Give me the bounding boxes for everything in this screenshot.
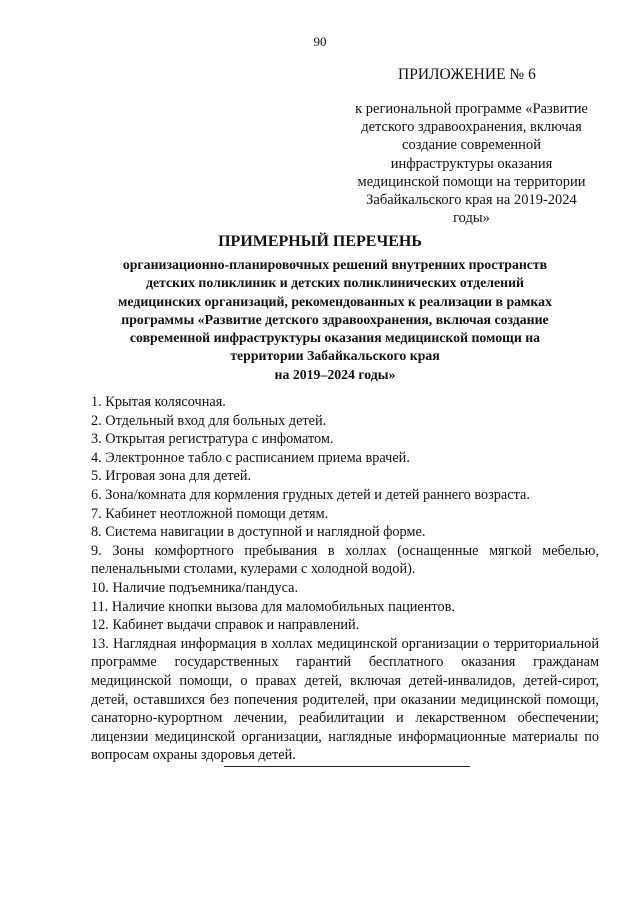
subtitle-line: организационно-планировочных решений внутренних пространств [122,257,548,272]
items-list [91,393,599,765]
subtitle-line: территории Забайкальского края [230,348,440,364]
subtitle-line: современной инфраструктуры оказания медицинской помощи на [129,330,541,346]
list-item: 6. Зона/комната для кормления грудных детей и детей раннего возраста. [91,486,530,503]
list-item: 13. Наглядная информация в холлах медицинской организации о территориальной программе государственных гарантий бесплатного оказания гражданам медицинской помощи, о правах детей, включая детей-инвалидов, детей-сирот, детей, оставшихся без попечения родителей, при оказании медицинской помощи, санаторно-курортном лечении, реабилитации и лекарственном обеспечении; лицензии медицинской организации, наглядные информационные материалы по вопросам охраны здоровья детей. [91,635,599,764]
subtitle-line: на 2019–2024 годы» [274,366,396,382]
appendix-reference-line: Забайкальского края на 2019-2024 [366,192,577,209]
list-item: 9. Зоны комфортного пребывания в холлах (оснащенные мягкой мебелью, пеленальными столами, кулерами с холодной водой). [91,542,599,578]
appendix-reference-line: медицинской помощи на территории [357,173,586,190]
document-subtitle [100,256,570,384]
appendix-reference-line: создание современной [402,137,541,154]
list-item: 8. Система навигации в доступной и наглядной форме. [91,524,426,541]
list-item: 4. Электронное табло с расписанием приема врачей. [91,449,410,466]
list-item: 5. Игровая зона для детей. [91,468,252,485]
end-divider [224,766,470,767]
list-item: 1. Крытая колясочная. [91,394,226,410]
appendix-reference-line: к региональной программе «Развитие [355,101,588,117]
list-item: 12. Кабинет выдачи справок и направлений. [91,617,360,634]
list-item: 2. Отдельный вход для больных детей. [91,412,327,429]
appendix-title: ПРИЛОЖЕНИЕ № 6 [398,66,536,83]
page-number: 90 [313,34,327,49]
subtitle-line: детских поликлиник и детских поликлинических отделений [146,275,524,291]
list-item: 7. Кабинет неотложной помощи детям. [91,505,329,522]
appendix-reference-line: детского здравоохранения, включая [361,119,582,136]
list-item: 10. Наличие подъемника/пандуса. [91,579,299,596]
list-item: 11. Наличие кнопки вызова для маломобильных пациентов. [91,598,455,615]
appendix-reference [343,100,600,227]
appendix-reference-line: годы» [453,210,490,227]
subtitle-line: программы «Развитие детского здравоохранения, включая создание [121,311,549,327]
subtitle-line: медицинских организаций, рекомендованных к реализации в рамках [118,293,552,309]
appendix-reference-line: инфраструктуры оказания [390,155,553,172]
list-item: 3. Открытая регистратура с инфоматом. [91,431,334,448]
document-title: ПРИМЕРНЫЙ ПЕРЕЧЕНЬ [218,233,422,250]
